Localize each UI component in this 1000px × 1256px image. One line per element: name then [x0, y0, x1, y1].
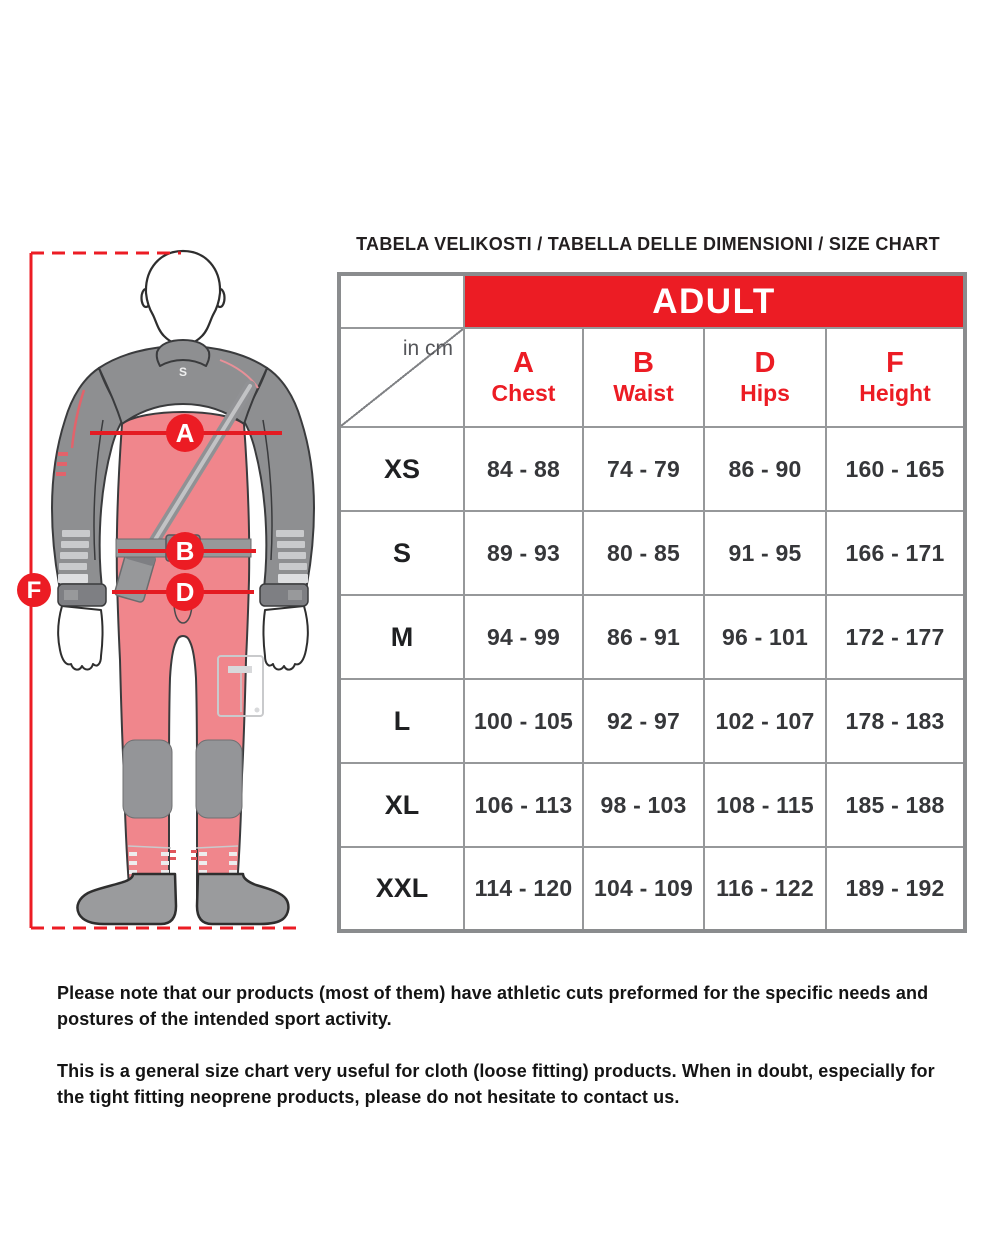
chest-value: 100 - 105 — [464, 679, 583, 763]
size-row-xs — [339, 427, 965, 511]
size-figure — [10, 240, 340, 940]
size-label: XS — [339, 427, 464, 511]
note-athletic-cuts: Please note that our products (most of them) have athletic cuts preformed for the specific needs and postures of the intended sport activity. — [57, 983, 929, 1030]
size-row-xxl — [339, 847, 965, 931]
column-header-hips — [704, 328, 826, 427]
left-hand — [58, 606, 102, 670]
size-label: S — [339, 511, 464, 595]
column-letter: A — [513, 347, 534, 380]
column-name: Chest — [491, 380, 556, 407]
note-general-chart: This is a general size chart very useful for cloth (loose fitting) products. When in doubt, especially for the tight fitting neoprene products, please do not hesitate to contact us. — [57, 1061, 935, 1108]
height-value: 178 - 183 — [826, 679, 965, 763]
left-boot — [77, 874, 176, 924]
column-letter: D — [754, 347, 776, 380]
hips-value: 91 - 95 — [704, 511, 826, 595]
marker-a-label: A — [175, 418, 195, 448]
group-header-row — [339, 274, 965, 328]
unit-cell — [339, 328, 464, 427]
size-label: XL — [339, 763, 464, 847]
height-value: 172 - 177 — [826, 595, 965, 679]
size-table — [337, 272, 967, 933]
waist-value: 80 - 85 — [583, 511, 704, 595]
right-hand — [264, 606, 308, 670]
chest-value: 84 - 88 — [464, 427, 583, 511]
column-name: Height — [859, 380, 931, 407]
size-label: M — [339, 595, 464, 679]
boots — [77, 874, 288, 924]
right-knee-pad — [196, 740, 242, 818]
waist-value: 92 - 97 — [583, 679, 704, 763]
height-value: 166 - 171 — [826, 511, 965, 595]
right-boot — [197, 874, 288, 924]
left-knee-pad — [123, 740, 172, 818]
page-title: TABELA VELIKOSTI / TABELLA DELLE DIMENSIONI / SIZE CHART — [356, 234, 940, 254]
height-value: 160 - 165 — [826, 427, 965, 511]
column-header-row — [339, 328, 965, 427]
hips-value: 102 - 107 — [704, 679, 826, 763]
column-letter: B — [633, 347, 654, 380]
column-name: Waist — [613, 380, 674, 407]
unit-label: in cm — [402, 337, 453, 360]
footer-notes — [57, 980, 952, 1136]
height-marker-f — [17, 573, 51, 607]
hips-value: 108 - 115 — [704, 763, 826, 847]
hips-value: 96 - 101 — [704, 595, 826, 679]
drysuit-diagram — [10, 240, 340, 940]
column-header-waist — [583, 328, 704, 427]
knee-pads — [123, 740, 242, 818]
waist-value: 104 - 109 — [583, 847, 704, 931]
marker-b-label: B — [175, 536, 195, 566]
size-label: L — [339, 679, 464, 763]
chest-value: 89 - 93 — [464, 511, 583, 595]
waist-value: 98 - 103 — [583, 763, 704, 847]
hips-value: 86 - 90 — [704, 427, 826, 511]
size-label: XXL — [339, 847, 464, 931]
column-name: Hips — [740, 380, 790, 407]
chest-logo: S — [178, 365, 188, 379]
hips-value: 116 - 122 — [704, 847, 826, 931]
marker-d-label: D — [175, 577, 195, 607]
height-value: 189 - 192 — [826, 847, 965, 931]
size-row-xl — [339, 763, 965, 847]
marker-f-label: F — [26, 577, 42, 604]
size-row-m — [339, 595, 965, 679]
corner-empty-cell — [339, 274, 464, 328]
size-row-s — [339, 511, 965, 595]
column-letter: F — [886, 347, 904, 380]
adult-group-header: ADULT — [464, 274, 965, 328]
head-outline — [146, 251, 220, 345]
waist-value: 86 - 91 — [583, 595, 704, 679]
height-value: 185 - 188 — [826, 763, 965, 847]
chest-value: 114 - 120 — [464, 847, 583, 931]
column-header-chest — [464, 328, 583, 427]
chest-value: 106 - 113 — [464, 763, 583, 847]
waist-value: 74 - 79 — [583, 427, 704, 511]
chest-value: 94 - 99 — [464, 595, 583, 679]
size-row-l — [339, 679, 965, 763]
head — [142, 251, 225, 350]
column-header-height — [826, 328, 965, 427]
